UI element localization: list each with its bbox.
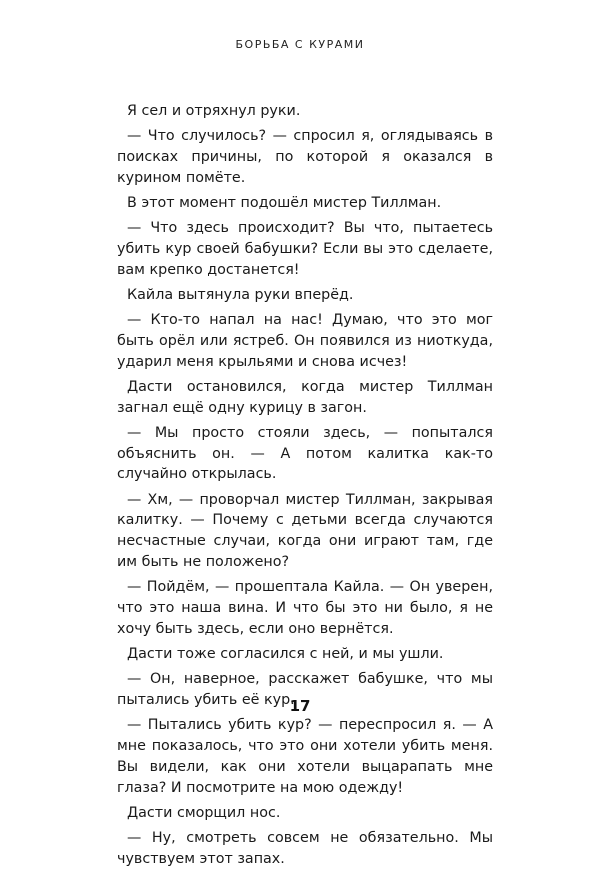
paragraph: Дасти сморщил нос.	[127, 804, 281, 821]
paragraph: Я сел и отряхнул руки.	[127, 103, 301, 119]
paragraph: Кайла вытянула руки вперёд.	[127, 286, 354, 303]
paragraph: — Хм, — проворчал мистер Тиллман, закрывая калитку. — Почему с детьми всегда случаются несчастные случаи, когда они играют там, где им быть не положено?	[117, 491, 493, 571]
paragraph: — Что здесь происходит? Вы что, пытаетесь убить кур своей бабушки? Если вы это сделаете, вам крепко достанется!	[117, 220, 493, 278]
page-number: 17	[289, 697, 311, 715]
running-head: БОРЬБА С КУРАМИ	[235, 38, 365, 51]
paragraph: — Ну, смотреть совсем не обязательно. Мы чувствуем этот запах.	[117, 829, 493, 867]
body-text	[117, 101, 493, 874]
paragraph: Дасти тоже согласился с ней, и мы ушли.	[127, 646, 444, 663]
paragraph: В этот момент подошёл мистер Тиллман.	[127, 194, 442, 211]
paragraph: — Пойдём, — прошептала Кайла. — Он уверен, что это наша вина. И что бы это ни было, я не хочу быть здесь, если оно вернётся.	[117, 579, 493, 637]
paragraph: — Пытались убить кур? — переспросил я. — А мне показалось, что это они хотели убить меня. Вы видели, как они хотели выцарапать мне глаза? И посмотрите на мою одежду!	[117, 717, 493, 796]
paragraph: Дасти остановился, когда мистер Тиллман загнал ещё одну курицу в загон.	[117, 378, 493, 416]
paragraph: — Что случилось? — спросил я, оглядываясь в поисках причины, по которой я оказался в курином помёте.	[117, 128, 493, 186]
paragraph: — Кто-то напал на нас! Думаю, что это мог быть орёл или ястреб. Он появился из ниоткуда, ударил меня крыльями и снова исчез!	[117, 312, 493, 370]
paragraph: — Он, наверное, расскажет бабушке, что мы пытались убить её кур.	[117, 671, 493, 709]
paragraph: — Мы просто стояли здесь, — попытался объяснить он. — А потом калитка как-то случайно открылась.	[117, 424, 493, 483]
